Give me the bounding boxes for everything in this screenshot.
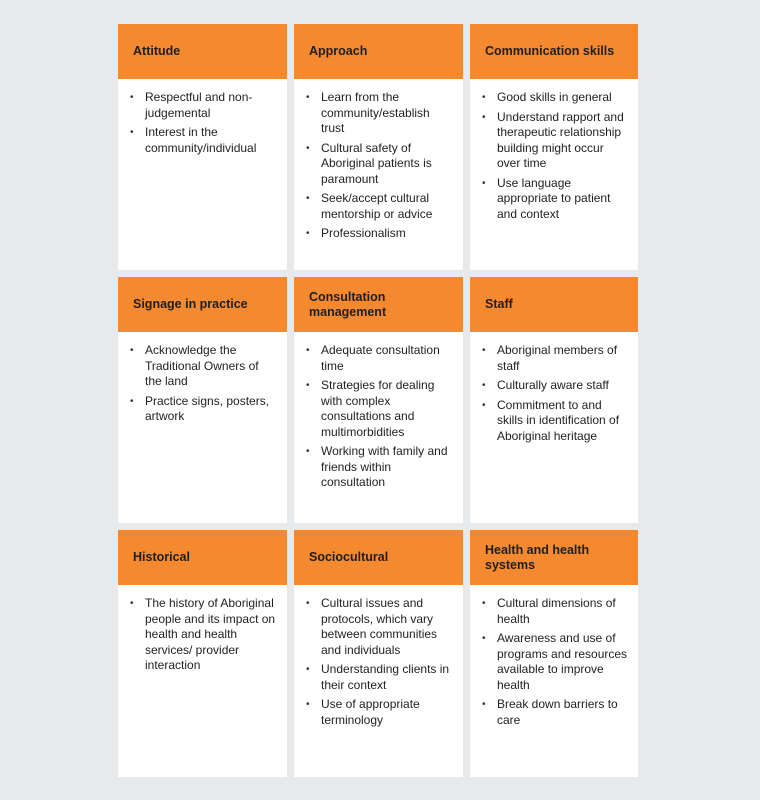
list-item-text: Seek/accept cultural mentorship or advice <box>321 191 433 221</box>
card-body <box>470 332 638 448</box>
bullet-icon: • <box>482 633 486 644</box>
list-item <box>482 378 628 394</box>
list-item-text: Working with family and friends within consultation <box>321 444 448 489</box>
list-item <box>306 444 453 491</box>
card-header <box>294 277 463 332</box>
bullet-icon: • <box>482 177 486 189</box>
list-item <box>482 176 628 223</box>
card-header <box>294 24 463 79</box>
card-header <box>470 24 638 79</box>
list-item-text: Acknowledge the Traditional Owners of the land <box>145 343 259 388</box>
card-body <box>470 79 638 226</box>
bullet-icon: • <box>482 399 486 411</box>
list-item-text: Cultural dimensions of health <box>497 596 616 626</box>
list-item-text: Aboriginal members of staff <box>497 343 618 373</box>
card-attitude <box>118 24 287 270</box>
bullet-list <box>306 343 453 491</box>
card-header <box>470 530 638 585</box>
list-item <box>306 697 453 728</box>
bullet-icon: • <box>306 142 310 154</box>
card-title: Approach <box>309 44 368 58</box>
bullet-icon: • <box>306 92 310 103</box>
bullet-icon: • <box>306 345 310 356</box>
card-header <box>470 277 638 332</box>
list-item <box>130 90 277 121</box>
card-signage-in-practice <box>118 277 287 523</box>
list-item-text: Respectful and non-judgemental <box>145 90 253 120</box>
bullet-icon: • <box>306 664 310 675</box>
card-body <box>294 332 463 495</box>
list-item-text: Break down barriers to care <box>497 697 618 727</box>
bullet-list <box>306 90 453 242</box>
bullet-list <box>306 596 453 728</box>
list-item <box>482 343 628 374</box>
list-item-text: Professionalism <box>321 226 406 240</box>
list-item <box>482 398 628 445</box>
card-historical <box>118 530 287 777</box>
list-item-text: Use of appropriate terminology <box>321 697 420 727</box>
list-item-text: The history of Aboriginal people and its impact on health and health services/ provider interaction <box>145 596 276 672</box>
bullet-icon: • <box>306 228 310 239</box>
card-health-and-health-systems <box>470 530 638 777</box>
bullet-icon: • <box>130 127 134 138</box>
bullet-icon: • <box>482 92 486 103</box>
card-communication-skills <box>470 24 638 270</box>
card-header <box>118 277 287 332</box>
card-title: Staff <box>485 297 513 311</box>
card-title: Attitude <box>133 44 181 58</box>
cultural-competence-grid <box>118 24 640 777</box>
bullet-icon: • <box>306 699 310 710</box>
bullet-list <box>130 596 277 674</box>
card-title: Communication skills <box>485 44 615 58</box>
bullet-list <box>482 90 628 222</box>
list-item-text: Culturally aware staff <box>497 378 609 392</box>
list-item <box>306 90 453 137</box>
list-item <box>130 596 277 674</box>
card-body <box>470 585 638 732</box>
card-sociocultural <box>294 530 463 777</box>
bullet-icon: • <box>482 598 486 609</box>
list-item <box>306 141 453 188</box>
card-header <box>118 24 287 79</box>
card-title: Consultation management <box>309 289 387 319</box>
bullet-icon: • <box>130 598 134 609</box>
list-item-text: Interest in the community/individual <box>145 125 257 155</box>
bullet-icon: • <box>306 193 310 204</box>
bullet-list <box>130 343 277 425</box>
bullet-list <box>130 90 277 156</box>
list-item <box>306 191 453 222</box>
bullet-icon: • <box>482 345 486 356</box>
card-title: Sociocultural <box>309 550 389 564</box>
list-item <box>130 394 277 425</box>
list-item-text: Commitment to and skills in identification of Aboriginal heritage <box>497 397 620 443</box>
list-item-text: Cultural safety of Aboriginal patients is paramount <box>321 140 432 186</box>
list-item <box>306 596 453 658</box>
list-item-text: Learn from the community/establish trust <box>321 90 430 135</box>
bullet-icon: • <box>482 380 486 391</box>
list-item <box>130 343 277 390</box>
card-title: Health and health systems <box>485 542 590 572</box>
bullet-icon: • <box>306 446 310 457</box>
list-item-text: Strategies for dealing with complex consultations and multimorbidities <box>321 378 435 439</box>
card-body <box>294 79 463 246</box>
list-item <box>482 596 628 627</box>
list-item-text: Use language appropriate to patient and context <box>497 175 611 221</box>
list-item <box>130 125 277 156</box>
card-consultation-management <box>294 277 463 523</box>
list-item-text: Good skills in general <box>497 90 612 104</box>
bullet-icon: • <box>130 395 134 407</box>
list-item-text: Adequate consultation time <box>321 343 440 373</box>
bullet-list <box>482 343 628 444</box>
card-body <box>294 585 463 732</box>
card-header <box>294 530 463 585</box>
card-staff <box>470 277 638 523</box>
card-header <box>118 530 287 585</box>
list-item <box>482 90 628 106</box>
card-body <box>118 585 287 678</box>
list-item <box>482 631 628 693</box>
list-item <box>482 110 628 172</box>
list-item <box>306 226 453 242</box>
list-item <box>306 662 453 693</box>
list-item-text: Awareness and use of programs and resources available to improve health <box>497 631 628 692</box>
list-item <box>482 697 628 728</box>
bullet-icon: • <box>130 92 134 103</box>
bullet-icon: • <box>482 699 486 710</box>
list-item-text: Understanding clients in their context <box>321 662 450 692</box>
card-title: Historical <box>133 550 190 564</box>
list-item <box>306 343 453 374</box>
card-body <box>118 332 287 429</box>
card-approach <box>294 24 463 270</box>
bullet-icon: • <box>306 598 310 609</box>
bullet-icon: • <box>482 111 486 123</box>
list-item <box>306 378 453 440</box>
card-body <box>118 79 287 160</box>
list-item-text: Cultural issues and protocols, which vary between communities and individuals <box>321 596 438 657</box>
bullet-list <box>482 596 628 728</box>
list-item-text: Practice signs, posters, artwork <box>145 393 270 423</box>
bullet-icon: • <box>130 345 134 356</box>
card-title: Signage in practice <box>133 297 248 311</box>
bullet-icon: • <box>306 380 310 391</box>
list-item-text: Understand rapport and therapeutic relationship building might occur over time <box>497 109 624 170</box>
